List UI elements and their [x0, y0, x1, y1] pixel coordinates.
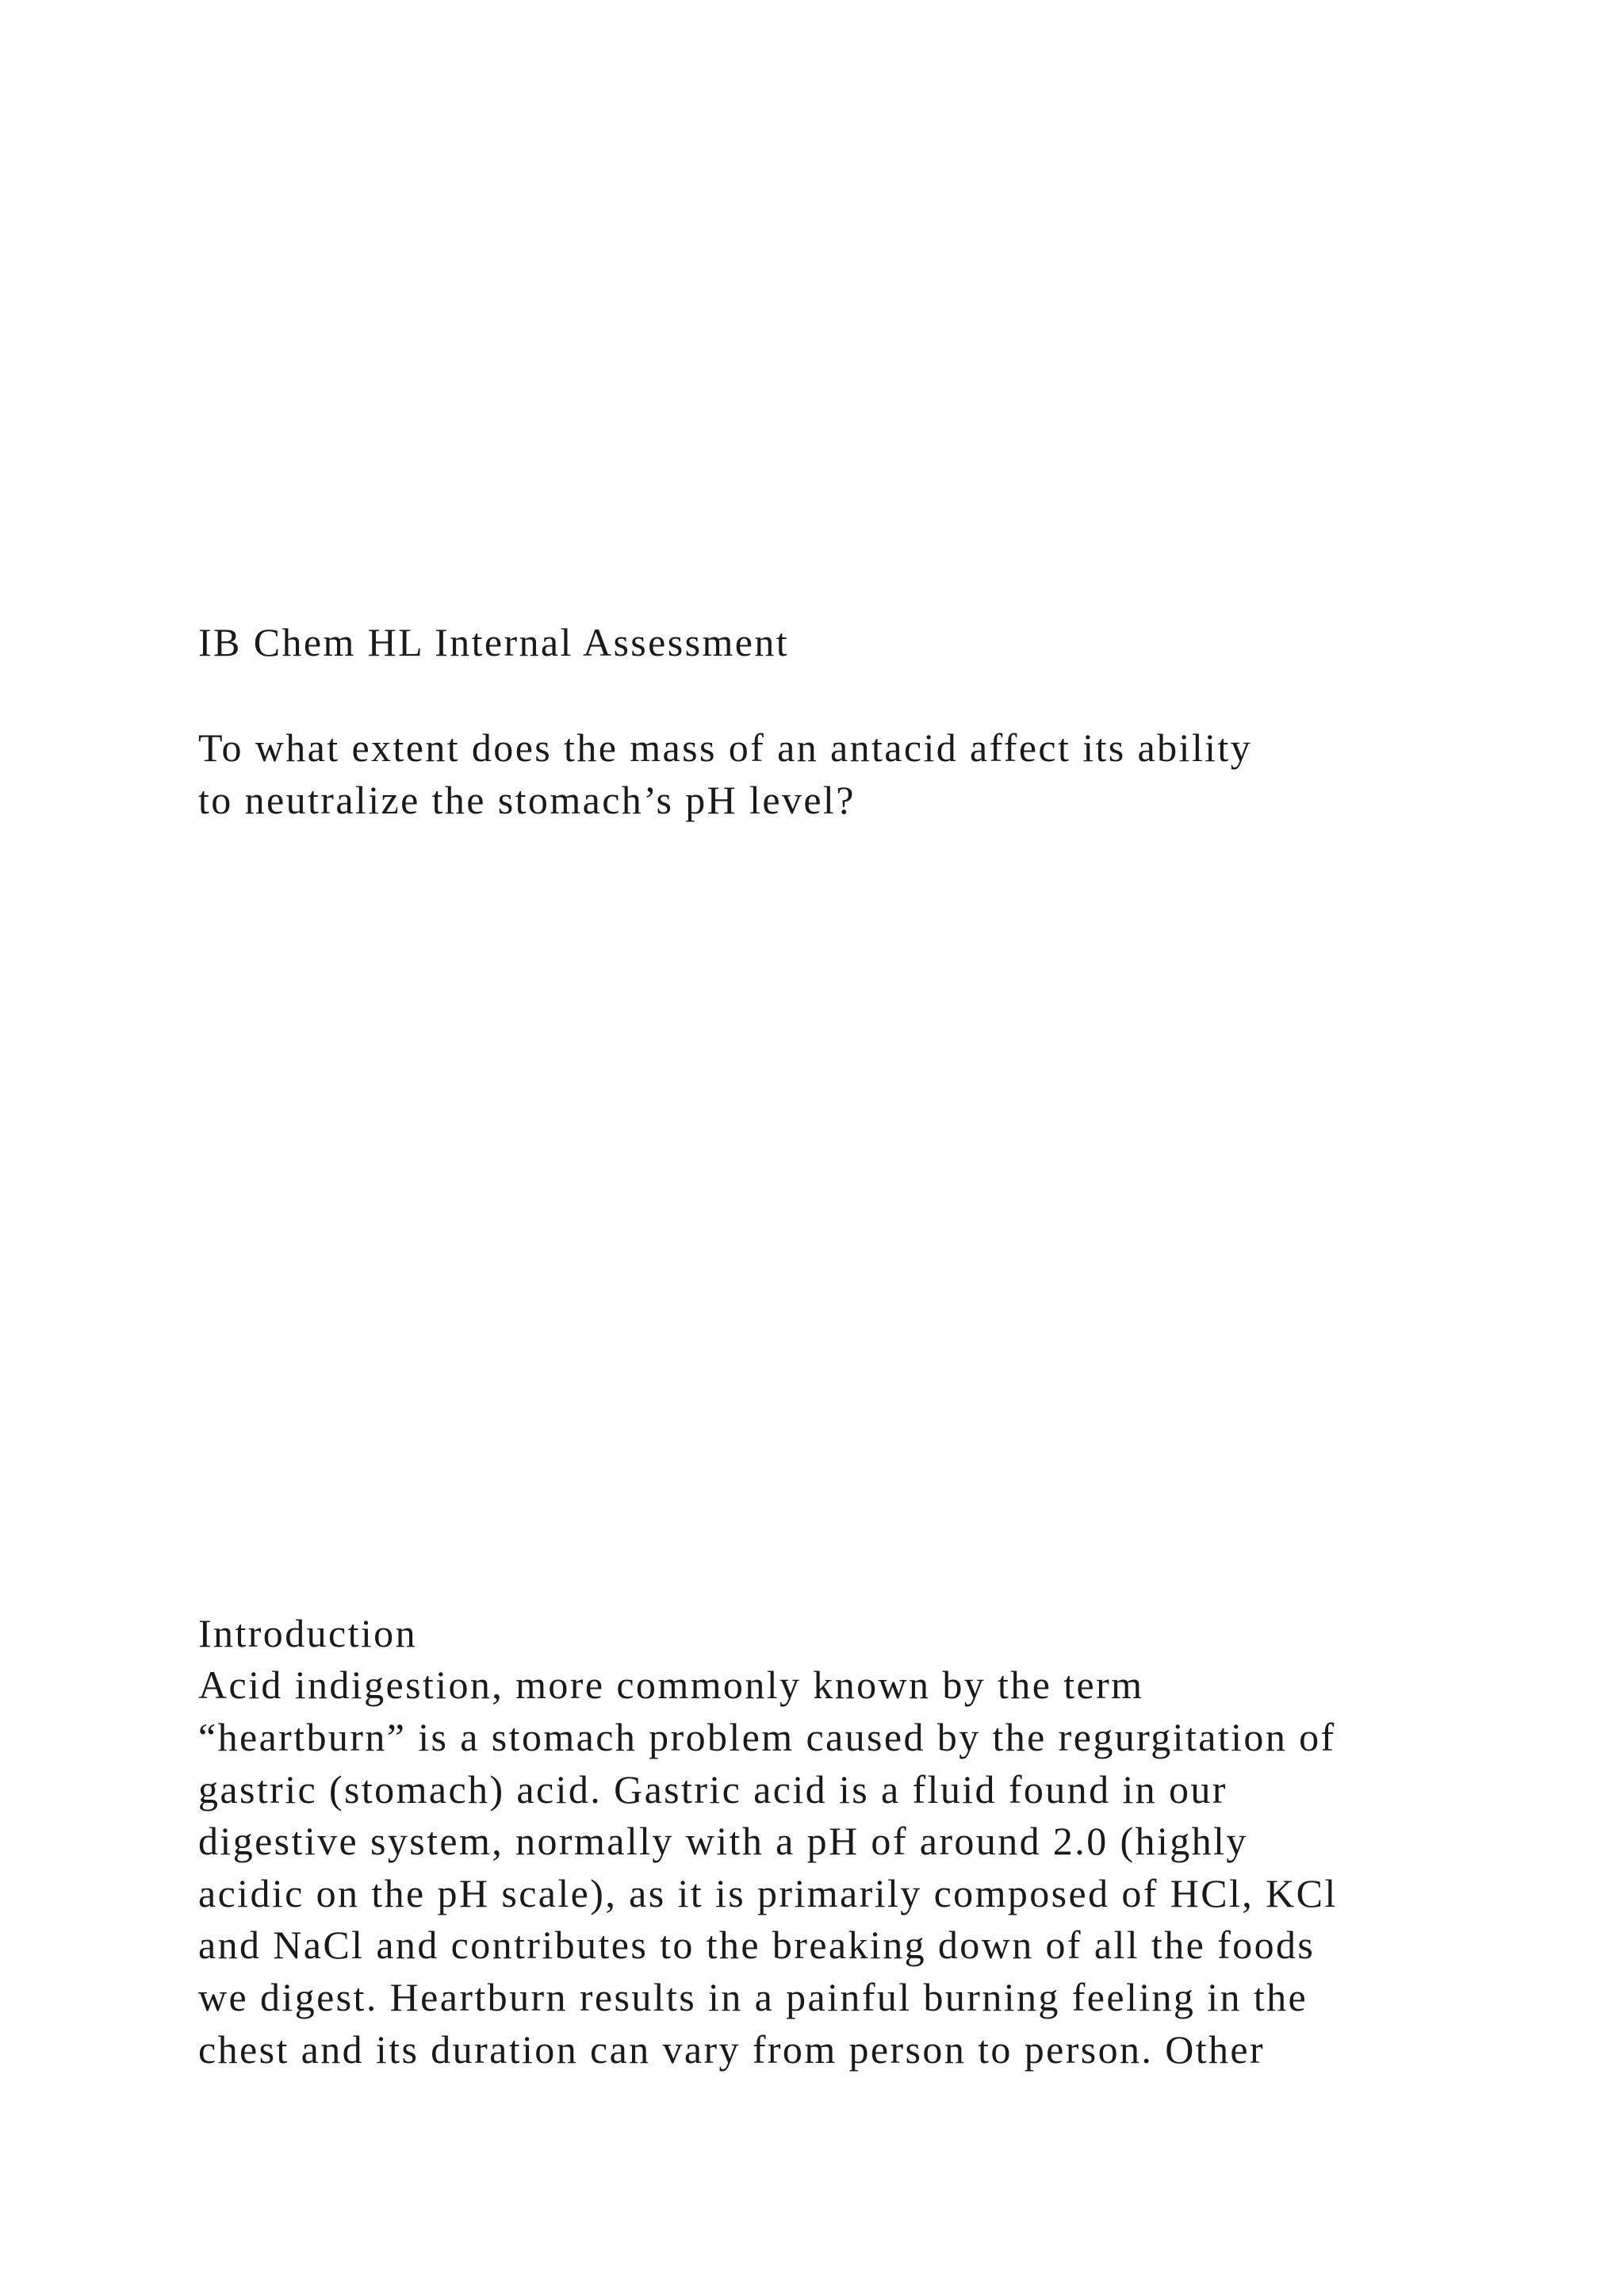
- introduction-line-4: digestive system, normally with a pH of around 2.0 (highly: [198, 1819, 1248, 1863]
- introduction-line-2: “heartburn” is a stomach problem caused by the regurgitation of: [198, 1715, 1336, 1759]
- document-title: IB Chem HL Internal Assessment: [198, 620, 790, 664]
- introduction-line-7: we digest. Heartburn results in a painful burning feeling in the: [198, 1975, 1308, 2019]
- introduction-line-5: acidic on the pH scale), as it is primarily composed of HCl, KCl: [198, 1871, 1338, 1915]
- introduction-line-8: chest and its duration can vary from person to person. Other: [198, 2027, 1266, 2072]
- research-question-line-1: To what extent does the mass of an antacid affect its ability: [198, 725, 1253, 770]
- introduction-line-6: and NaCl and contributes to the breaking down of all the foods: [198, 1923, 1316, 1967]
- introduction-line-1: Acid indigestion, more commonly known by the term: [198, 1663, 1144, 1707]
- introduction-heading: Introduction: [198, 1611, 417, 1655]
- introduction-line-3: gastric (stomach) acid. Gastric acid is a fluid found in our: [198, 1767, 1228, 1812]
- research-question-line-2: to neutralize the stomach’s pH level?: [198, 778, 856, 822]
